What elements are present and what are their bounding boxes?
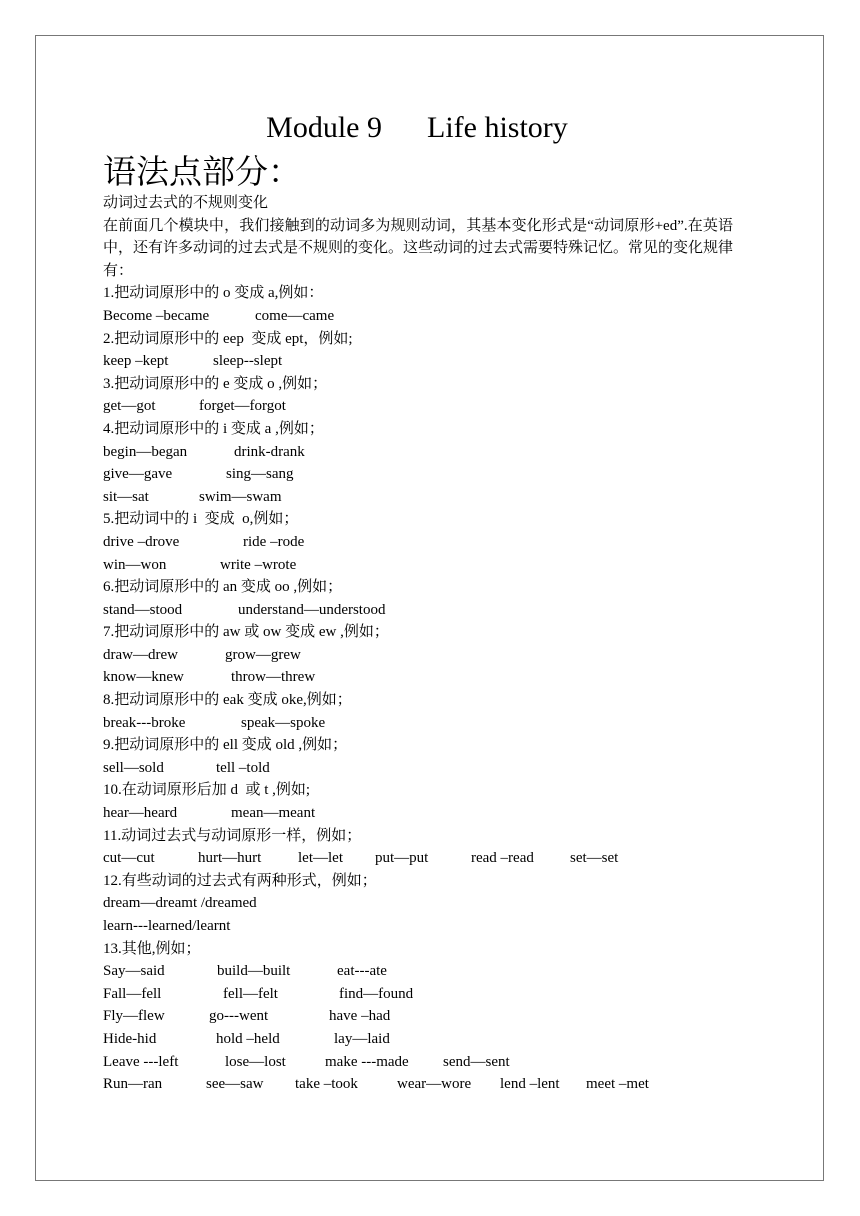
verb-pair: ride –rode (243, 533, 305, 550)
rule-text: 11.动词过去式与动词原形一样，例如； (103, 827, 362, 844)
example-row (103, 757, 743, 780)
verb-pair: let—let (298, 850, 343, 867)
example-row (103, 892, 743, 915)
example-row (103, 915, 743, 938)
verb-pair: meet –met (586, 1076, 649, 1093)
verb-pair: Hide-hid (103, 1030, 157, 1047)
verb-pair: fell—felt (223, 985, 278, 1002)
example-row (103, 1073, 743, 1096)
example-row (103, 395, 743, 418)
verb-pair: hold –held (216, 1030, 280, 1047)
example-row (103, 305, 743, 328)
verb-pair: lend –lent (500, 1076, 560, 1093)
verb-pair: understand—understood (238, 601, 386, 618)
verb-pair: learn---learned/learnt (103, 918, 231, 934)
rule-text: 3.把动词原形中的 e 变成 o ,例如； (103, 375, 328, 392)
example-row (103, 463, 743, 486)
verb-pair: build—built (217, 963, 291, 980)
verb-pair: Say—said (103, 963, 165, 980)
rule-text: 13.其他,例如； (103, 940, 201, 957)
verb-pair: mean—meant (231, 805, 316, 822)
verb-pair: sit—sat (103, 488, 149, 505)
verb-pair: drink-drank (234, 443, 305, 460)
verb-pair: Fly—flew (103, 1008, 165, 1025)
verb-pair: sell—sold (103, 759, 164, 776)
page-title: Module 9 Life history (266, 111, 568, 144)
verb-pair: read –read (471, 850, 534, 867)
verb-pair: swim—swam (199, 488, 282, 505)
example-row (103, 1051, 743, 1074)
example-row (103, 1028, 743, 1051)
example-row (103, 802, 743, 825)
example-row (103, 486, 743, 509)
verb-pair: cut—cut (103, 850, 155, 867)
example-row (103, 599, 743, 622)
rule-text: 1.把动词原形中的 o 变成 a,例如： (103, 285, 324, 302)
rule-text: 12.有些动词的过去式有两种形式，例如； (103, 872, 377, 889)
verb-pair: eat---ate (337, 963, 387, 980)
verb-pair: Run—ran (103, 1076, 163, 1093)
rule-text: 9.把动词原形中的 ell 变成 old ,例如； (103, 737, 348, 754)
verb-pair: Become –became (103, 307, 210, 324)
verb-pair: come—came (255, 307, 335, 324)
verb-pair: go---went (209, 1008, 269, 1025)
example-row (103, 960, 743, 983)
intro-paragraph: 在前面几个模块中，我们接触到的动词多为规则动词，其基本变化形式是“动词原形+ed”.在英语中，还有许多动词的过去式是不规则的变化。这些动词的过去式需要特殊记忆。常见的变化规律有： (103, 217, 734, 279)
verb-pair: Leave ---left (103, 1053, 179, 1070)
verb-pair: wear—wore (397, 1076, 472, 1093)
verb-pair: keep –kept (103, 353, 169, 370)
example-row (103, 531, 743, 554)
verb-pair: see—saw (206, 1076, 264, 1093)
rule-text: 6.把动词原形中的 an 变成 oo ,例如； (103, 579, 343, 596)
verb-pair: write –wrote (220, 556, 297, 573)
example-row (103, 554, 743, 577)
verb-pair: hurt—hurt (198, 850, 262, 867)
verb-pair: know—knew (103, 669, 184, 686)
verb-pair: win—won (103, 556, 167, 573)
verb-pair: draw—drew (103, 646, 178, 663)
verb-pair: have –had (329, 1008, 391, 1025)
verb-pair: put—put (375, 850, 429, 867)
verb-pair: begin—began (103, 443, 188, 460)
document-content (103, 108, 743, 1096)
rule-text: 5.把动词中的 i 变成 o,例如； (103, 511, 299, 528)
verb-pair: send—sent (443, 1053, 510, 1070)
verb-pair: lose—lost (225, 1053, 286, 1070)
example-row (103, 441, 743, 464)
example-row (103, 666, 743, 689)
verb-pair: give—gave (103, 466, 173, 483)
verb-pair: set—set (570, 850, 619, 867)
grammar-heading: 语法点部分： (103, 152, 301, 191)
example-row (103, 644, 743, 667)
example-row (103, 1005, 743, 1028)
verb-pair: forget—forgot (199, 398, 286, 415)
verb-pair: speak—spoke (241, 714, 326, 731)
verb-pair: make ---made (325, 1053, 409, 1070)
rule-text: 10.在动词原形后加 d 或 t ,例如; (103, 782, 311, 799)
rule-text: 8.把动词原形中的 eak 变成 oke,例如； (103, 692, 352, 709)
verb-pair: get—got (103, 398, 156, 415)
verb-pair: grow—grew (225, 646, 301, 663)
example-row (103, 847, 743, 870)
verb-pair: drive –drove (103, 533, 180, 550)
subtitle: 动词过去式的不规则变化 (103, 195, 269, 211)
verb-pair: lay—laid (334, 1030, 390, 1047)
rule-text: 4.把动词原形中的 i 变成 a ,例如； (103, 420, 324, 437)
verb-pair: dream—dreamt /dreamed (103, 895, 257, 912)
verb-pair: hear—heard (103, 805, 178, 822)
verb-pair: sing—sang (226, 466, 294, 483)
rule-text: 2.把动词原形中的 eep 变成 ept，例如; (103, 330, 353, 347)
verb-pair: throw—threw (231, 669, 316, 686)
example-row (103, 983, 743, 1006)
verb-pair: take –took (295, 1076, 358, 1093)
verb-pair: find—found (339, 985, 414, 1002)
example-row (103, 712, 743, 735)
verb-pair: sleep--slept (213, 353, 283, 370)
example-row (103, 350, 743, 373)
verb-pair: Fall—fell (103, 985, 162, 1002)
rule-sections (103, 282, 743, 1095)
verb-pair: tell –told (216, 759, 270, 776)
rule-text: 7.把动词原形中的 aw 或 ow 变成 ew ,例如； (103, 624, 389, 641)
verb-pair: stand—stood (103, 601, 183, 618)
verb-pair: break---broke (103, 714, 186, 731)
